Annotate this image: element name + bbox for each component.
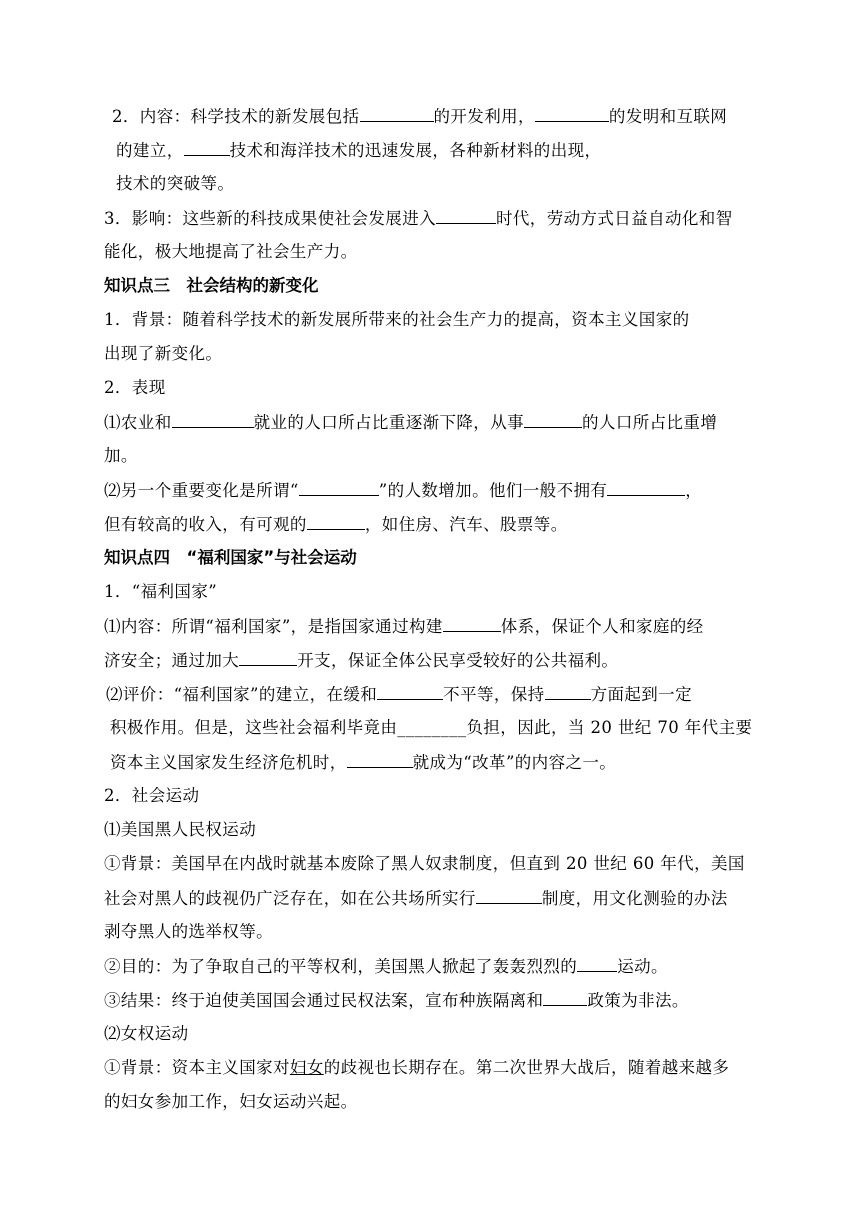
section-heading-4: 知识点四 “福利国家”与社会运动	[104, 548, 357, 567]
performance-heading: 2．表现	[104, 378, 166, 397]
fill-blank[interactable]	[172, 410, 254, 428]
welfare-eval-line-2: 积极作用。但是，这些社会福利毕竟由________负担，因此，当 20 世纪 70 年代主要	[110, 718, 753, 737]
fill-blank[interactable]	[184, 138, 230, 156]
movement-heading: 2．社会运动	[104, 786, 200, 805]
content-line-2: 的建立， 技术和海洋技术的迅速发展，各种新材料的出现，	[116, 138, 601, 163]
welfare-eval-line-3: 资本主义国家发生经济危机时， 就成为“改革”的内容之一。	[110, 750, 616, 775]
civil-rights-background-2: 社会对黑人的歧视仍广泛存在，如在公共场所实行 制度，用文化测验的办法	[104, 886, 728, 911]
fill-blank[interactable]	[543, 988, 587, 1006]
civil-rights-heading: ⑴美国黑人民权运动	[104, 820, 257, 839]
performance-line-3: ⑵另一个重要变化是所谓“ ”的人数增加。他们一般不拥有 ，	[104, 478, 702, 503]
fill-blank[interactable]	[443, 614, 501, 632]
fill-blank[interactable]	[347, 750, 413, 768]
impact-line-2: 能化，极大地提高了社会生产力。	[104, 242, 358, 261]
fill-blank[interactable]	[577, 954, 617, 972]
civil-rights-background-1: ①背景：美国早在内战时就基本废除了黑人奴隶制度，但直到 20 世纪 60 年代，美国	[104, 854, 745, 873]
fill-blank[interactable]	[524, 410, 582, 428]
fill-blank[interactable]	[360, 104, 434, 122]
welfare-eval-line-1: ⑵评价：“福利国家”的建立，在缓和 不平等，保持 方面起到一定	[106, 682, 692, 707]
civil-rights-background-3: 剥夺黑人的选举权等。	[104, 922, 273, 941]
fill-blank[interactable]	[377, 682, 443, 700]
fill-blank[interactable]	[476, 886, 542, 904]
performance-line-2: 加。	[104, 446, 138, 465]
performance-line-1: ⑴农业和 就业的人口所占比重逐渐下降，从事 的人口所占比重增	[104, 410, 717, 435]
welfare-content-line-2: 济安全；通过加大 开支，保证全体公民享受较好的公共福利。	[104, 648, 618, 673]
fill-blank[interactable]	[299, 478, 379, 496]
performance-line-4: 但有较高的收入，有可观的 ，如住房、汽车、股票等。	[104, 512, 568, 537]
welfare-content-line-1: ⑴内容：所谓“福利国家”，是指国家通过构建 体系，保证个人和家庭的经	[104, 614, 704, 639]
fill-blank[interactable]	[239, 648, 297, 666]
fill-blank[interactable]	[545, 682, 591, 700]
fill-blank[interactable]	[436, 206, 496, 224]
section-heading-3: 知识点三 社会结构的新变化	[104, 276, 319, 295]
fill-blank[interactable]	[307, 512, 365, 530]
background-line-1: 1．背景：随着科学技术的新发展所带来的社会生产力的提高，资本主义国家的	[104, 310, 690, 329]
fill-blank[interactable]	[535, 104, 609, 122]
womens-rights-background-1: ①背景：资本主义国家对妇女的歧视也长期存在。第二次世界大战后，随着越来越多	[104, 1058, 730, 1077]
civil-rights-purpose: ②目的：为了争取自己的平等权利，美国黑人掀起了轰轰烈烈的 运动。	[104, 954, 668, 979]
impact-line-1: 3．影响：这些新的科技成果使社会发展进入 时代，劳动方式日益自动化和智	[104, 206, 733, 231]
background-line-2: 出现了新变化。	[104, 344, 223, 363]
fill-blank[interactable]	[607, 478, 685, 496]
content-line-1: 2．内容：科学技术的新发展包括 的开发利用， 的发明和互联网	[112, 104, 727, 129]
womens-rights-background-2: 的妇女参加工作，妇女运动兴起。	[104, 1092, 358, 1111]
welfare-heading: 1．“福利国家”	[104, 582, 218, 601]
civil-rights-result: ③结果：终于迫使美国国会通过民权法案，宣布种族隔离和 政策为非法。	[104, 988, 689, 1013]
womens-rights-heading: ⑵女权运动	[104, 1024, 189, 1043]
content-line-3: 技术的突破等。	[116, 174, 235, 193]
